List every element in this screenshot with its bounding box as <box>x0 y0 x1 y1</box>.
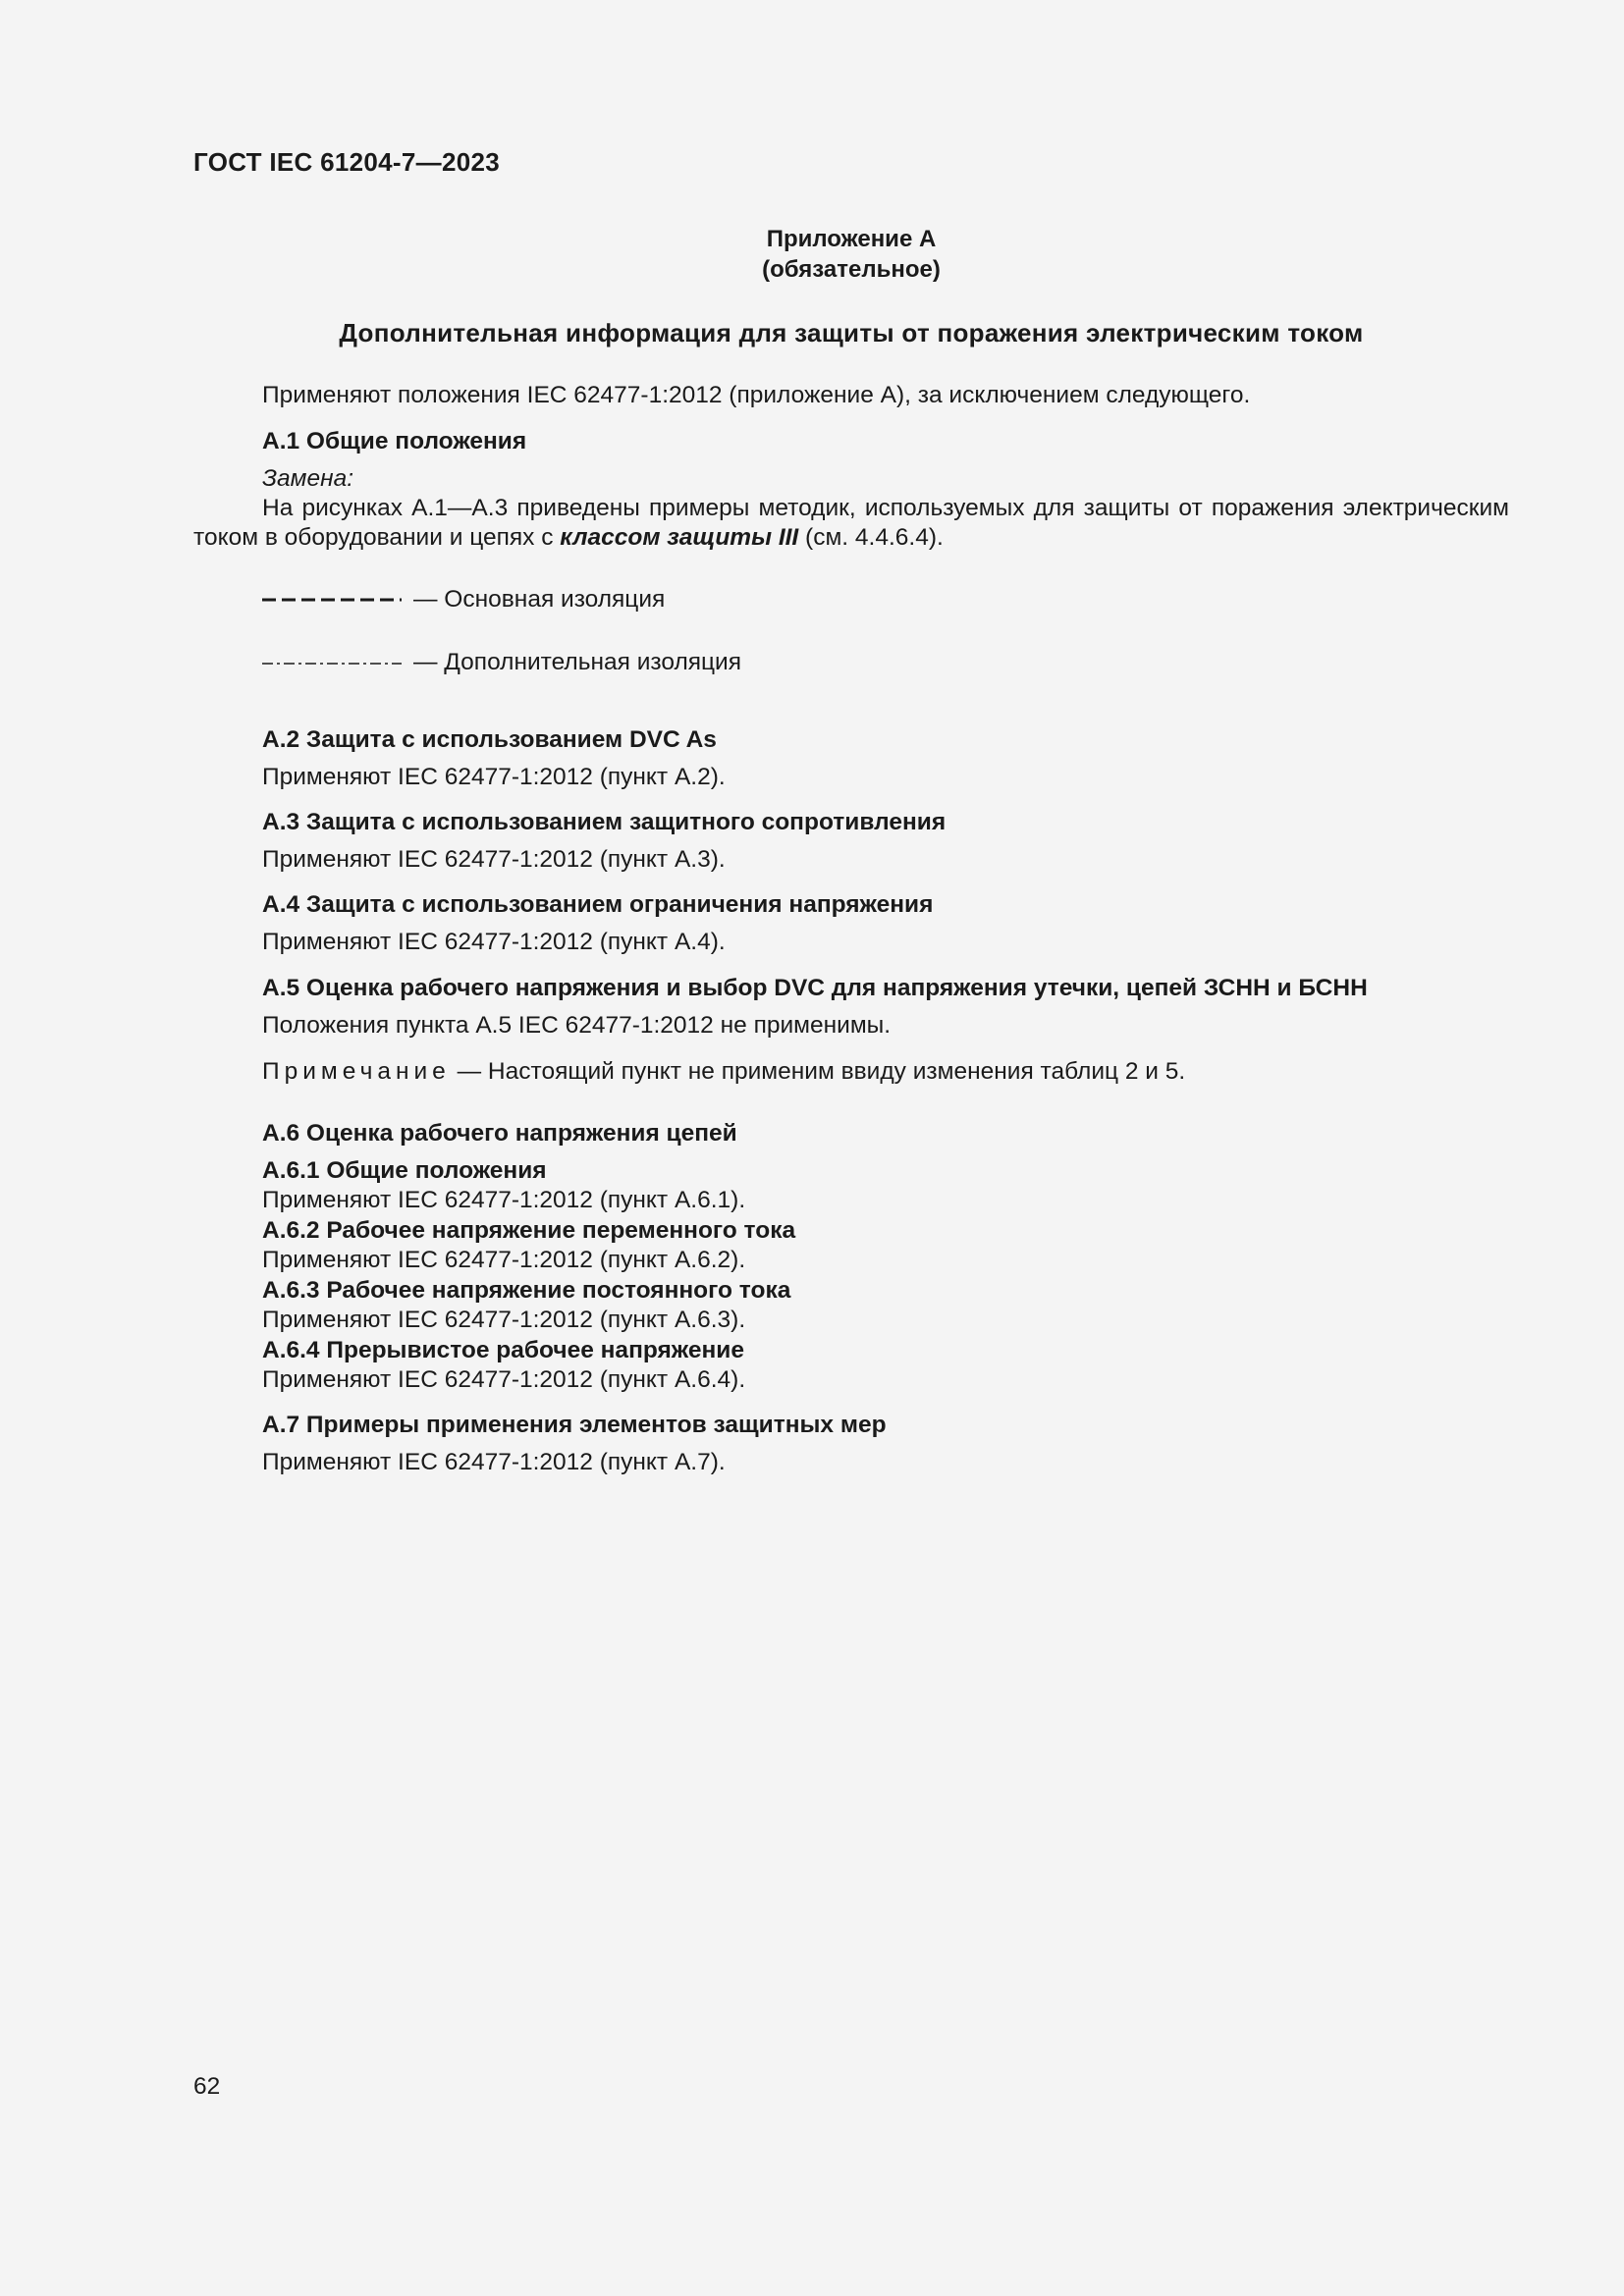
dashed-line-icon <box>262 593 402 607</box>
section-a3-heading: А.3 Защита с использованием защитного сопротивления <box>262 809 947 835</box>
section-a7-text: Применяют IEC 62477-1:2012 (пункт А.7). <box>262 1449 726 1475</box>
section-a7-heading: А.7 Примеры применения элементов защитных мер <box>262 1412 887 1438</box>
legend-basic-label: — Основная изоляция <box>413 586 666 613</box>
section-a6-2-heading: А.6.2 Рабочее напряжение переменного тока <box>262 1217 796 1244</box>
note-text: — Настоящий пункт не применим ввиду изменения таблиц 2 и 5. <box>457 1058 1186 1085</box>
a1-text-after: (см. 4.4.6.4). <box>798 524 944 551</box>
section-a6-heading: А.6 Оценка рабочего напряжения цепей <box>262 1120 737 1147</box>
section-a4-text: Применяют IEC 62477-1:2012 (пункт А.4). <box>262 929 726 955</box>
protection-class-term: классом защиты III <box>560 524 799 551</box>
replacement-label: Замена: <box>262 465 353 492</box>
section-a6-3-heading: А.6.3 Рабочее напряжение постоянного тока <box>262 1277 791 1304</box>
section-a1-paragraph <box>193 494 1509 553</box>
section-a6-4-heading: А.6.4 Прерывистое рабочее напряжение <box>262 1337 744 1363</box>
section-a6-4-text: Применяют IEC 62477-1:2012 (пункт А.6.4). <box>262 1366 746 1393</box>
section-a6-2-text: Применяют IEC 62477-1:2012 (пункт А.6.2). <box>262 1247 746 1273</box>
annex-title: Приложение А <box>766 226 937 252</box>
annex-status: (обязательное) <box>762 256 941 283</box>
section-a5-heading: А.5 Оценка рабочего напряжения и выбор DVC для напряжения утечки, цепей ЗСНН и БСНН <box>262 975 1368 1001</box>
section-a6-1-text: Применяют IEC 62477-1:2012 (пункт А.6.1). <box>262 1187 746 1213</box>
section-a5-note <box>262 1057 1185 1087</box>
note-label: Примечание <box>262 1058 451 1085</box>
section-a2-heading: А.2 Защита с использованием DVC As <box>262 726 717 753</box>
section-a4-heading: А.4 Защита с использованием ограничения напряжения <box>262 891 934 918</box>
section-a2-text: Применяют IEC 62477-1:2012 (пункт А.2). <box>262 764 726 790</box>
intro-paragraph: Применяют положения IEC 62477-1:2012 (приложение А), за исключением следующего. <box>262 382 1251 408</box>
legend-basic-insulation <box>262 586 665 614</box>
section-a6-1-heading: А.6.1 Общие положения <box>262 1157 547 1184</box>
section-a5-text: Положения пункта А.5 IEC 62477-1:2012 не применимы. <box>262 1012 892 1039</box>
section-a6-3-text: Применяют IEC 62477-1:2012 (пункт А.6.3). <box>262 1307 746 1333</box>
dash-dot-line-icon <box>262 656 402 669</box>
page-number: 62 <box>193 2073 221 2100</box>
section-a1-heading: А.1 Общие положения <box>262 428 527 454</box>
standard-header: ГОСТ IEC 61204-7—2023 <box>193 147 500 177</box>
legend-supplementary-insulation <box>262 649 741 676</box>
section-a3-text: Применяют IEC 62477-1:2012 (пункт А.3). <box>262 846 726 873</box>
annex-heading: Дополнительная информация для защиты от поражения электрическим током <box>339 318 1364 347</box>
a1-text-before: На рисунках А.1—А.3 приведены примеры методик, используемых для защиты от поражения электрическим током в оборудовании и цепях с <box>193 495 1509 551</box>
legend-supplementary-label: — Дополнительная изоляция <box>413 649 741 675</box>
